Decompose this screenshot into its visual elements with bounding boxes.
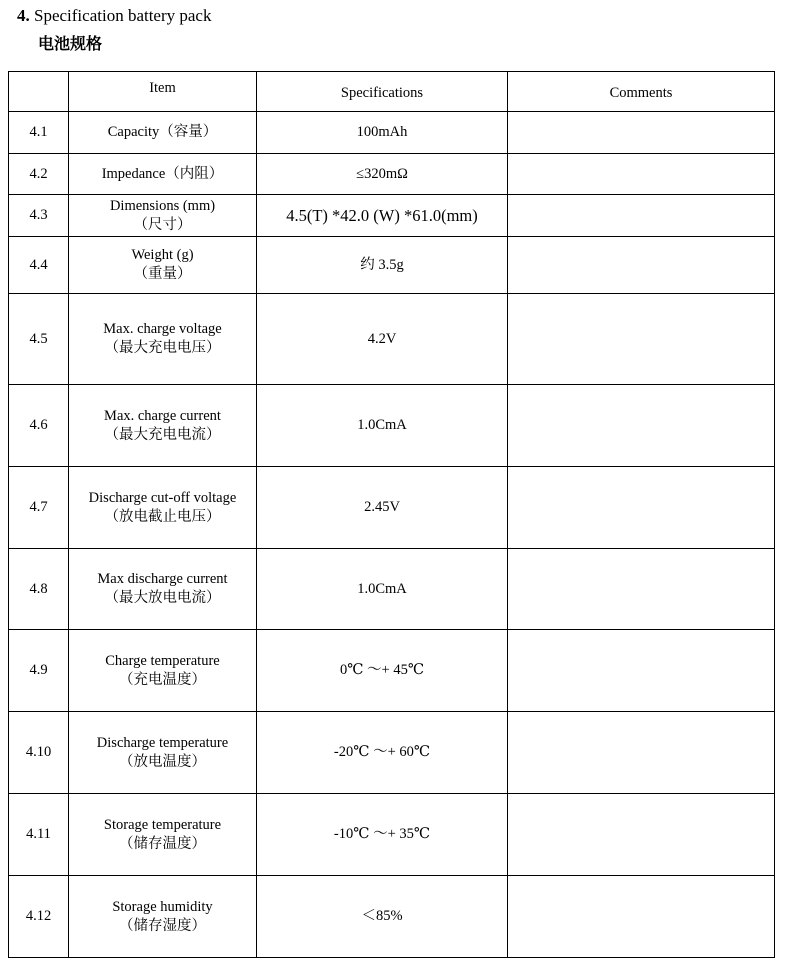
comments-cell (508, 237, 775, 294)
header-item (69, 72, 257, 112)
item-cell (69, 154, 257, 195)
item-cell (69, 294, 257, 385)
comments-cell (508, 467, 775, 549)
spec-value: 4.2V (257, 294, 508, 385)
table-row (9, 195, 775, 237)
item-name: Impedance（内阻） (101, 165, 224, 182)
section-subtitle: 电池规格 (38, 34, 103, 53)
table-row (9, 876, 775, 958)
row-number: 4.4 (9, 237, 69, 294)
row-number: 4.11 (9, 794, 69, 876)
row-number: 4.6 (9, 385, 69, 467)
row-number: 4.9 (9, 630, 69, 712)
comments-cell (508, 195, 775, 237)
table-header-row (9, 72, 775, 112)
table-row (9, 712, 775, 794)
item-name-chinese: （重量） (133, 266, 192, 282)
section-number: 4. (17, 6, 30, 25)
row-number: 4.10 (9, 712, 69, 794)
spec-value: ≤320mΩ (257, 154, 508, 195)
comments-cell (508, 294, 775, 385)
item-cell (69, 112, 257, 154)
item-name-chinese: （最大放电电流） (104, 590, 221, 606)
row-number: 4.8 (9, 549, 69, 630)
comments-cell (508, 876, 775, 958)
item-name-chinese: （储存湿度） (119, 917, 206, 934)
row-number: 4.12 (9, 876, 69, 958)
item-cell (69, 237, 257, 294)
comments-cell (508, 112, 775, 154)
spec-value: 1.0CmA (257, 385, 508, 467)
table-row (9, 467, 775, 549)
spec-value: 约 3.5g (257, 237, 508, 294)
comments-cell (508, 794, 775, 876)
section-heading (17, 6, 211, 26)
row-number: 4.2 (9, 154, 69, 195)
table-row (9, 630, 775, 712)
item-name: Max discharge current (97, 571, 228, 587)
spec-value: 2.45V (257, 467, 508, 549)
item-cell (69, 630, 257, 712)
item-name-chinese: （尺寸） (133, 216, 192, 233)
table-row (9, 385, 775, 467)
table-row (9, 794, 775, 876)
row-number: 4.3 (9, 195, 69, 237)
item-cell (69, 712, 257, 794)
table-row (9, 549, 775, 630)
table-row (9, 154, 775, 195)
header-comments-label: Comments (609, 85, 673, 101)
spec-value: 1.0CmA (257, 549, 508, 630)
section-title: Specification battery pack (34, 6, 212, 25)
item-name-chinese: （储存温度） (119, 835, 206, 852)
item-cell (69, 876, 257, 958)
item-cell (69, 467, 257, 549)
header-item-label: Item (149, 80, 176, 96)
item-name-chinese: （最大充电电压） (104, 340, 221, 356)
item-cell (69, 549, 257, 630)
item-name: Discharge temperature (96, 734, 229, 751)
item-name-chinese: （放电温度） (119, 753, 206, 770)
item-cell (69, 385, 257, 467)
item-name: Storage temperature (103, 816, 222, 833)
comments-cell (508, 630, 775, 712)
spec-value: 0℃ ～+ 45℃ (257, 630, 508, 712)
item-name: Capacity（容量） (107, 124, 218, 140)
row-number: 4.1 (9, 112, 69, 154)
spec-value: -10℃ ～+ 35℃ (257, 794, 508, 876)
item-name-chinese: （最大充电电流） (104, 426, 221, 443)
table-row (9, 237, 775, 294)
header-specifications (257, 72, 508, 112)
item-name: Max. charge current (104, 407, 221, 424)
specification-table (8, 71, 775, 958)
comments-cell (508, 154, 775, 195)
row-number: 4.5 (9, 294, 69, 385)
header-no (9, 72, 69, 112)
header-specifications-label: Specifications (340, 85, 424, 101)
item-name: Dimensions (mm) (109, 197, 216, 214)
item-cell (69, 794, 257, 876)
spec-value: 4.5(T) *42.0 (W) *61.0(mm) (257, 195, 508, 237)
item-name-chinese: （充电温度） (119, 671, 206, 688)
spec-value: ＜85% (257, 876, 508, 958)
item-name-chinese: （放电截止电压） (104, 508, 221, 525)
item-name: Storage humidity (112, 898, 213, 915)
table-row (9, 112, 775, 154)
table-row (9, 294, 775, 385)
comments-cell (508, 712, 775, 794)
spec-value: 100mAh (257, 112, 508, 154)
header-comments (508, 72, 775, 112)
item-name: Discharge cut-off voltage (88, 489, 237, 506)
spec-value: -20℃ ～+ 60℃ (257, 712, 508, 794)
comments-cell (508, 385, 775, 467)
item-name: Weight (g) (131, 247, 194, 263)
comments-cell (508, 549, 775, 630)
item-name: Charge temperature (105, 652, 220, 669)
item-name: Max. charge voltage (103, 321, 222, 337)
row-number: 4.7 (9, 467, 69, 549)
item-cell (69, 195, 257, 237)
